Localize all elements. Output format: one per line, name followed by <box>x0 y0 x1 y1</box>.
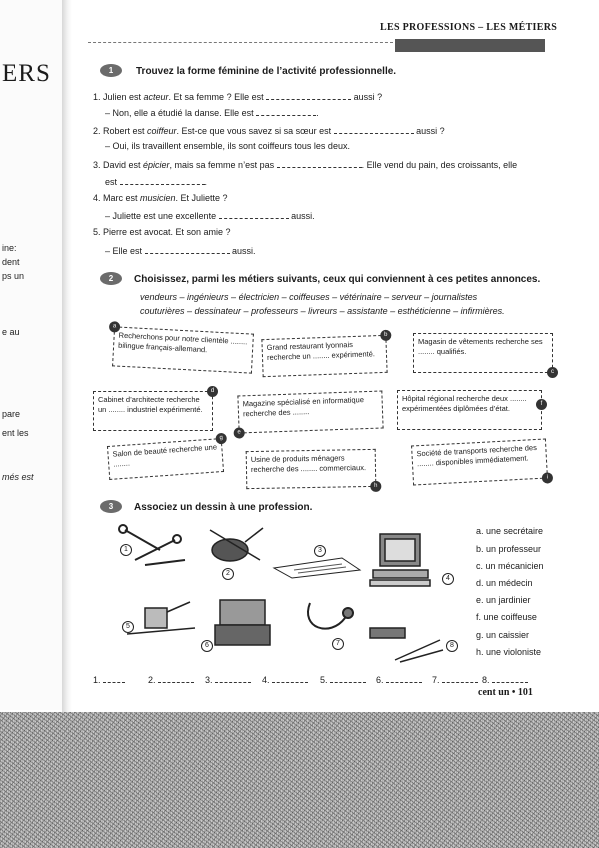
profession-option: c. un mécanicien <box>476 561 544 571</box>
picture-label: 2 <box>222 568 234 580</box>
exercise-line: – Non, elle a étudié la danse. Elle est . <box>105 108 319 118</box>
answer-blank[interactable] <box>266 90 351 100</box>
exercise-line: 1. Julien est acteur. Et sa femme ? Elle est aussi ? <box>93 92 383 102</box>
job-ad: c Magasin de vêtements recherche ses ........ qualifiés. <box>413 333 553 373</box>
page-footer: cent un • 101 <box>478 687 533 698</box>
exercise-line: – Juliette est une excellente aussi. <box>105 211 315 221</box>
header-rule <box>88 42 393 43</box>
picture-label: 3 <box>314 545 326 557</box>
computer-drawing <box>368 530 443 590</box>
answer-blank[interactable] <box>256 106 316 116</box>
left-page-text: ine: <box>2 243 17 253</box>
job-ad: e Magazine spécialisé en informatique recherche des ........ <box>237 390 383 433</box>
stethoscope-drawing <box>300 598 360 648</box>
exercise-line: – Elle est aussi. <box>105 246 256 256</box>
answer-slot[interactable]: 3. <box>205 673 251 685</box>
job-ad: b Grand restaurant lyonnais recherche un ........ expérimenté. <box>261 335 387 377</box>
exercise-number-badge: 3 <box>100 500 122 513</box>
exercise-instruction: Associez un dessin à une profession. <box>134 502 313 513</box>
left-page-fragment <box>0 0 63 710</box>
word-bank: vendeurs – ingénieurs – électricien – coiffeuses – vétérinaire – serveur – journalistes <box>140 292 478 302</box>
profession-option: b. un professeur <box>476 544 542 554</box>
answer-blank[interactable] <box>277 158 362 168</box>
left-page-text: més est <box>2 472 34 482</box>
answer-blank[interactable] <box>219 209 289 219</box>
left-page-text: ent les <box>2 428 29 438</box>
picture-label: 1 <box>120 544 132 556</box>
scan-noise <box>0 712 599 848</box>
exercise-line: 2. Robert est coiffeur. Est-ce que vous savez si sa sœur est aussi ? <box>93 126 445 136</box>
job-ad: i Société de transports recherche des ........ disponibles immédiatement. <box>411 438 548 485</box>
left-page-title: ERS <box>2 60 51 87</box>
answer-slot[interactable]: 5. <box>320 673 366 685</box>
job-ad: h Usine de produits ménagers recherche des ........ commerciaux. <box>246 449 377 489</box>
header-band <box>395 39 545 52</box>
picture-label: 4 <box>442 573 454 585</box>
answer-blank[interactable] <box>145 244 230 254</box>
exercise-line: 5. Pierre est avocat. Et son amie ? <box>93 227 231 237</box>
left-page-text: ps un <box>2 271 25 281</box>
book-spine <box>62 0 72 720</box>
profession-option: d. un médecin <box>476 578 533 588</box>
profession-option: h. une violoniste <box>476 647 542 657</box>
page-header: LES PROFESSIONS – LES MÉTIERS <box>380 22 558 33</box>
picture-label: 8 <box>446 640 458 652</box>
cash-register-drawing <box>210 595 280 650</box>
exercise-line: – Oui, ils travaillent ensemble, ils sont coiffeurs tous les deux. <box>105 141 350 151</box>
left-page-text: pare <box>2 409 21 419</box>
exercise-line: est . <box>105 177 208 187</box>
job-ad: g Salon de beauté recherche une ........ <box>107 438 224 480</box>
profession-option: e. un jardinier <box>476 595 531 605</box>
answer-slot[interactable]: 6. <box>376 673 422 685</box>
exercise-instruction: Trouvez la forme féminine de l’activité professionnelle. <box>136 66 397 77</box>
answer-slot[interactable]: 8. <box>482 673 528 685</box>
exercise-line: 4. Marc est musicien. Et Juliette ? <box>93 193 228 203</box>
profession-option: a. une secrétaire <box>476 526 544 536</box>
exercise-instruction: Choisissez, parmi les métiers suivants, ceux qui conviennent à ces petites annonces. <box>134 274 541 285</box>
exercise-number-badge: 1 <box>100 64 122 77</box>
answer-slot[interactable]: 1. <box>93 673 125 685</box>
brush-scissors-drawing <box>365 620 450 665</box>
left-page-text: dent <box>2 257 20 267</box>
profession-option: f. une coiffeuse <box>476 612 537 622</box>
job-ad: a Recherchons pour notre clientèle ........ bilingue français-allemand. <box>112 326 254 373</box>
answer-blank[interactable] <box>120 175 205 185</box>
answer-slot[interactable]: 7. <box>432 673 478 685</box>
job-ad: f Hôpital régional recherche deux ........ expérimentées diplômées d’état. <box>397 390 542 430</box>
watering-can-drawing <box>125 598 200 638</box>
picture-label: 7 <box>332 638 344 650</box>
profession-option: g. un caissier <box>476 630 530 640</box>
answer-slot[interactable]: 2. <box>148 673 194 685</box>
picture-label: 5 <box>122 621 134 633</box>
answer-blank[interactable] <box>334 124 414 134</box>
exercise-number-badge: 2 <box>100 272 122 285</box>
picture-label: 6 <box>201 640 213 652</box>
answer-slot[interactable]: 4. <box>262 673 308 685</box>
job-ad: d Cabinet d’architecte recherche un ........ industriel expérimenté. <box>93 391 213 431</box>
violin-drawing <box>205 520 265 570</box>
word-bank: couturières – dessinateur – professeurs – livreurs – assistante – esthéticienne – infirmières. <box>140 306 505 316</box>
left-page-text: e au <box>2 327 20 337</box>
exercise-line: 3. David est épicier, mais sa femme n’est pas . Elle vend du pain, des croissants, elle <box>93 160 518 170</box>
